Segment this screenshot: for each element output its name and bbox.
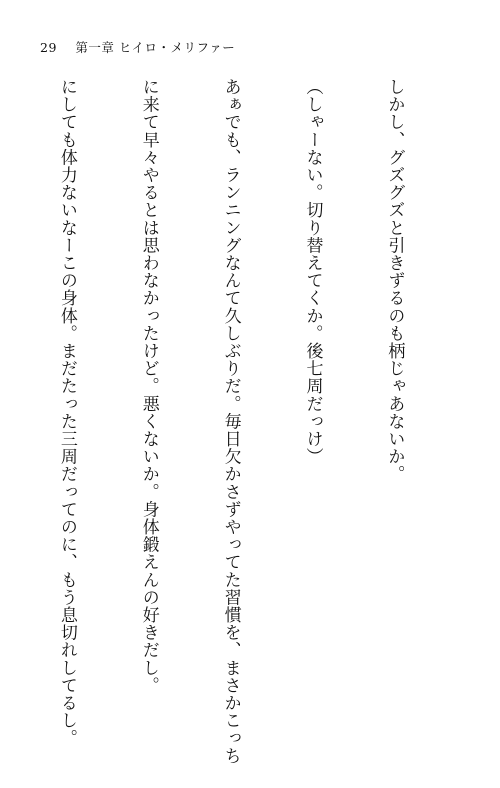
text-line: （しゃーない。切り替えてくか。後七周だっけ） <box>302 78 323 466</box>
chapter-title: ヒイロ・メリファー <box>118 40 236 55</box>
running-header <box>40 38 235 56</box>
text-line: あぁでも、ランニングなんて久しぶりだ。毎日欠かさずやってた習慣を、まさかこっち <box>220 78 241 765</box>
text-line: にしても体力ないなーこの身体。まだたった三周だってのに、もう息切れしてるし。 <box>56 78 77 747</box>
text-line: しかし、グズグズと引きずるのも柄じゃあないか。 <box>384 78 405 483</box>
body-text <box>0 78 462 765</box>
chapter-label: 第一章 <box>75 40 115 55</box>
text-line: に来て早々やるとは思わなかったけど。悪くないか。身体鍛えんの好きだし。 <box>138 78 159 694</box>
page-number: 29 <box>40 40 57 55</box>
